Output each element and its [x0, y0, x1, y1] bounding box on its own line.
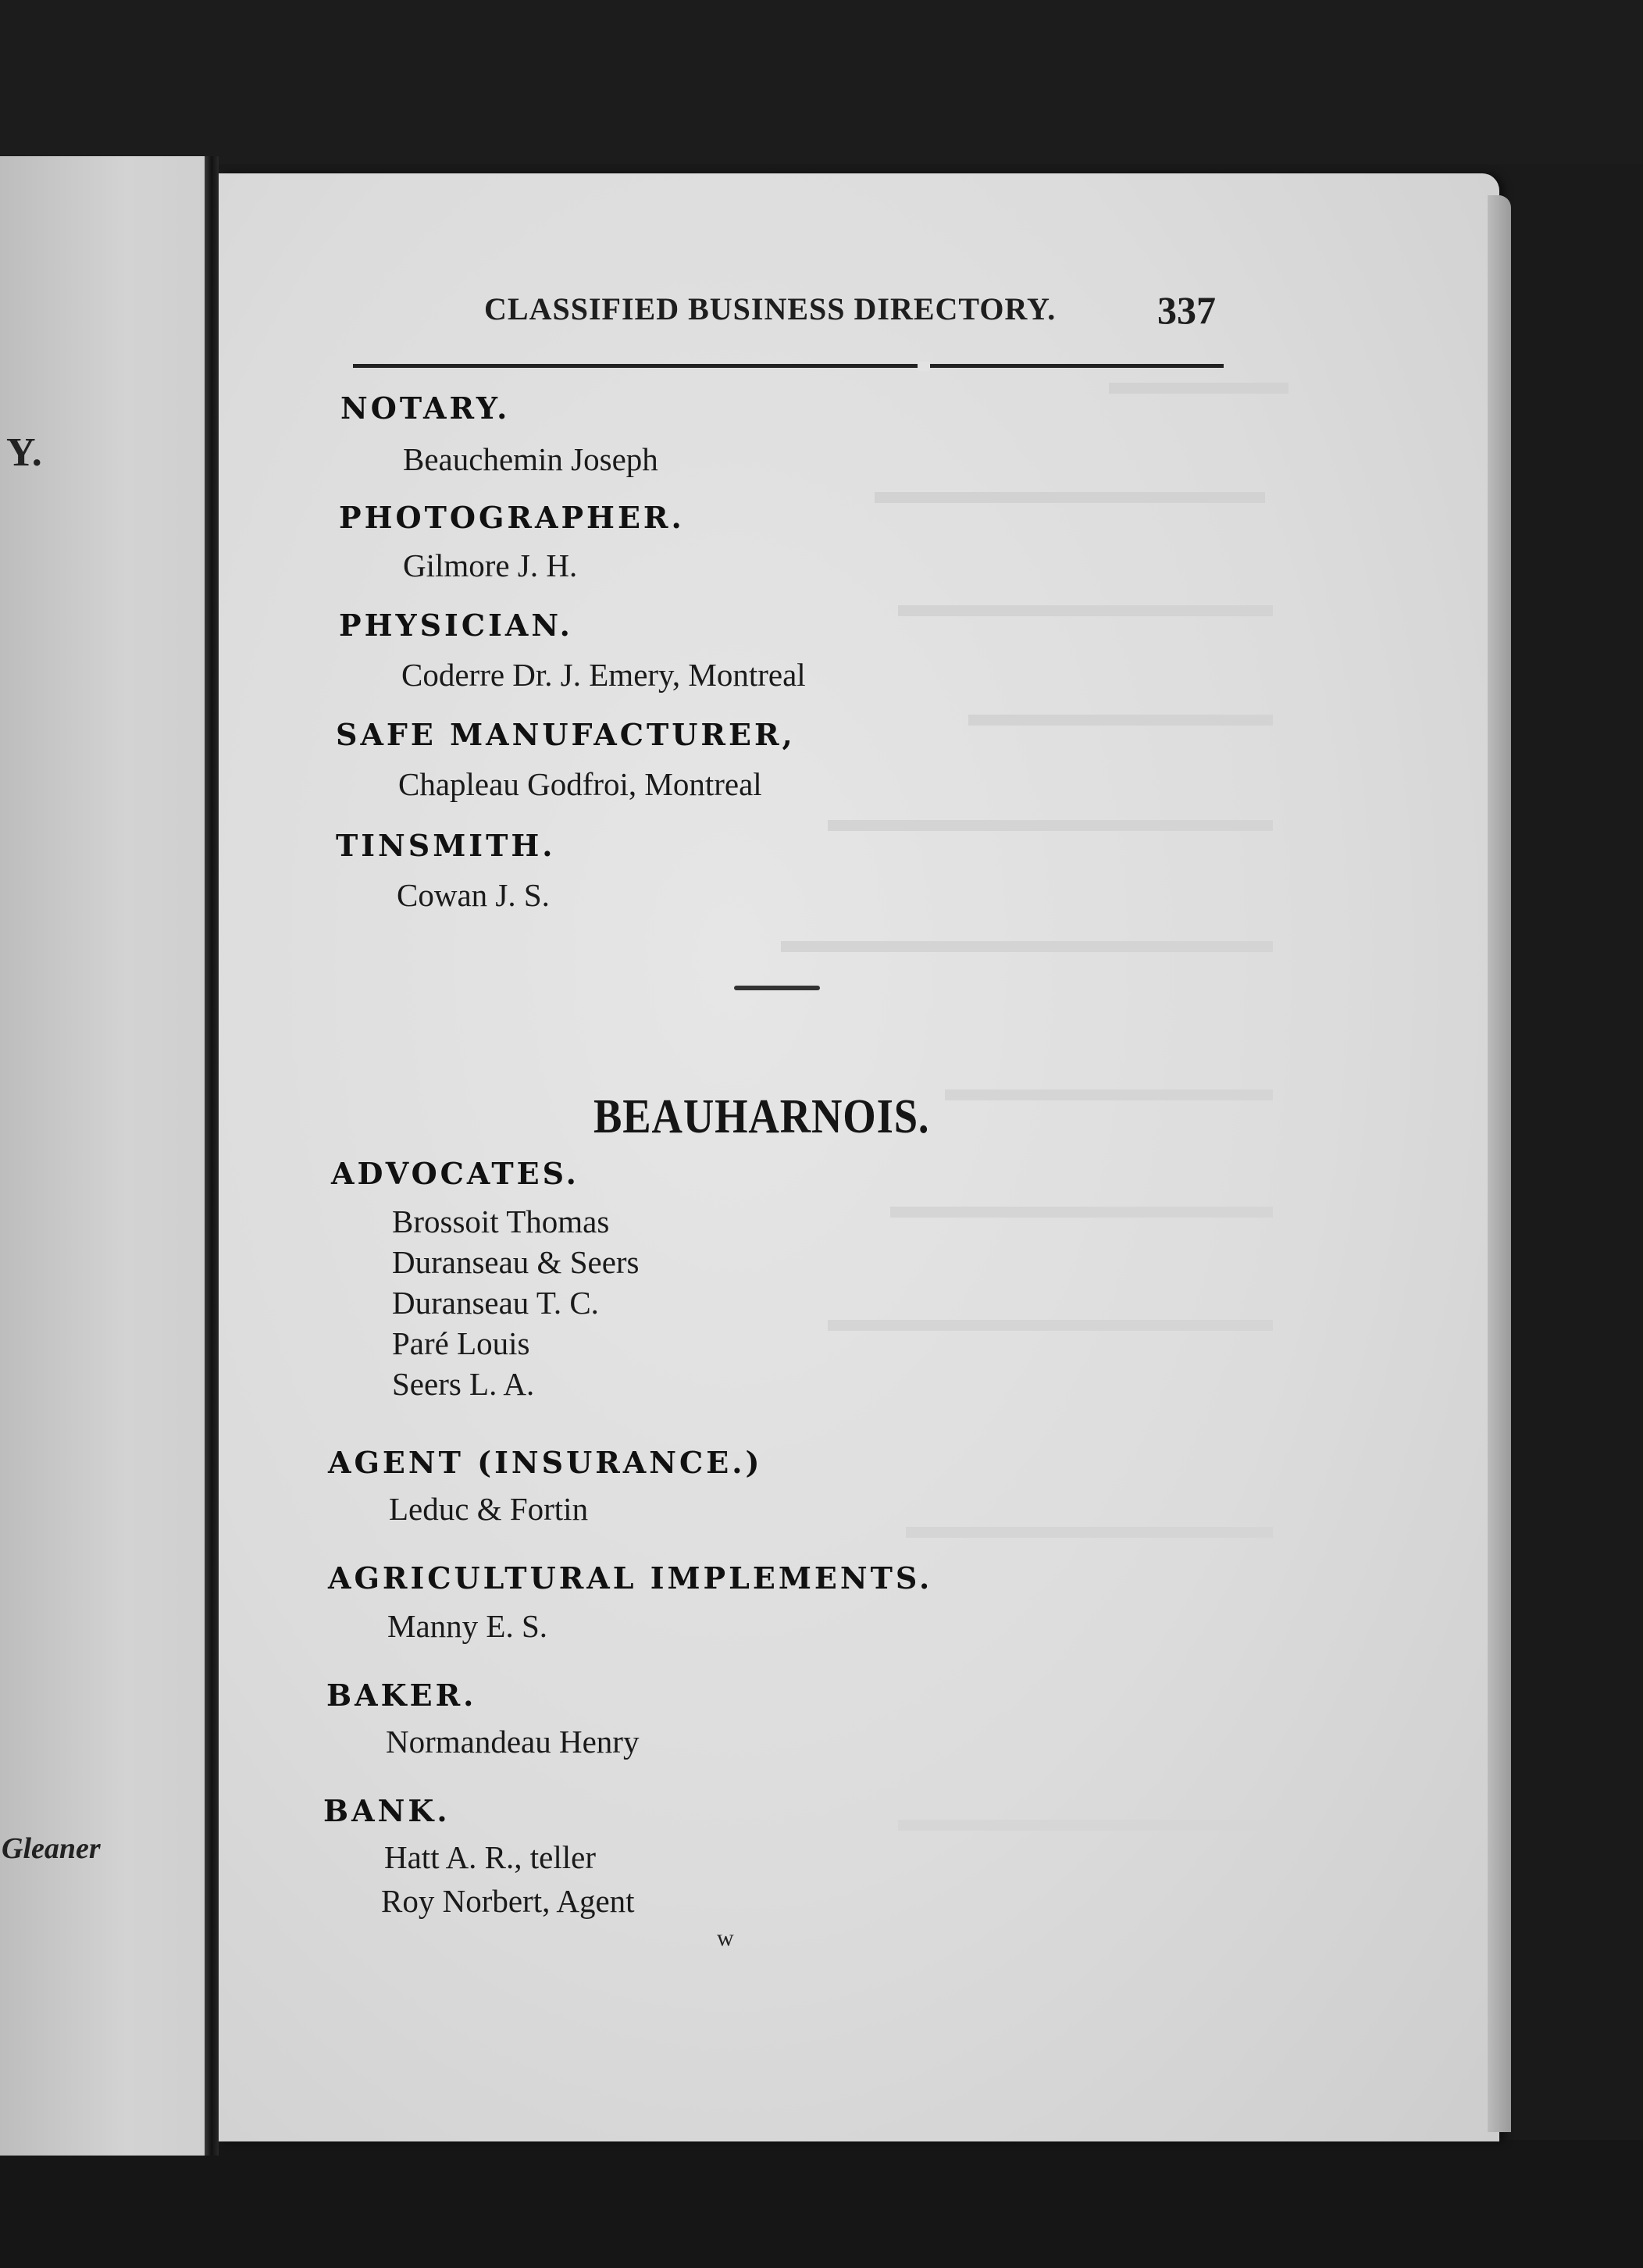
- show-through-text: [968, 715, 1273, 733]
- directory-entry: Duranseau & Seers: [392, 1244, 640, 1280]
- section-heading-baker: BAKER.: [326, 1678, 477, 1713]
- directory-entry: Hatt A. R., teller: [384, 1839, 597, 1875]
- section-heading-agricultural-implements: AGRICULTURAL IMPLEMENTS.: [328, 1560, 933, 1596]
- section-divider-ornament: [734, 986, 820, 990]
- show-through-text: [1109, 383, 1288, 401]
- directory-entry: Cowan J. S.: [397, 877, 550, 913]
- directory-entry: Normandeau Henry: [386, 1724, 640, 1760]
- show-through-text: [906, 1527, 1273, 1546]
- left-page-fragment: Y.: [6, 430, 42, 475]
- directory-entry: Seers L. A.: [392, 1366, 535, 1402]
- running-head: CLASSIFIED BUSINESS DIRECTORY.: [484, 291, 1057, 326]
- facing-page-left: [0, 156, 211, 2156]
- section-heading-photographer: PHOTOGRAPHER.: [339, 500, 685, 535]
- directory-entry: Gilmore J. H.: [403, 547, 578, 583]
- book-spine: [205, 156, 219, 2156]
- directory-entry: Paré Louis: [392, 1325, 530, 1361]
- directory-entry: Manny E. S.: [387, 1608, 547, 1644]
- show-through-text: [828, 1320, 1273, 1339]
- section-heading-physician: PHYSICIAN.: [339, 608, 573, 643]
- section-heading-advocates: ADVOCATES.: [331, 1156, 579, 1191]
- town-heading: BEAUHARNOIS.: [593, 1090, 930, 1143]
- show-through-text: [945, 1089, 1273, 1108]
- header-rule: [353, 364, 1224, 368]
- show-through-text: [898, 605, 1273, 624]
- directory-entry: Coderre Dr. J. Emery, Montreal: [401, 657, 806, 693]
- scan-background-bottom: [0, 2140, 1643, 2268]
- section-heading-tinsmith: TINSMITH.: [336, 828, 556, 863]
- signature-mark: w: [717, 1925, 734, 1951]
- section-heading-safe-manufacturer: SAFE MANUFACTURER,: [336, 717, 796, 752]
- show-through-text: [828, 820, 1273, 839]
- left-page-fragment: Gleaner: [2, 1832, 101, 1865]
- section-heading-agent-insurance: AGENT (INSURANCE.): [328, 1445, 763, 1480]
- show-through-text: [898, 1820, 1273, 1838]
- directory-entry: Brossoit Thomas: [392, 1204, 610, 1239]
- page-edge: [1488, 195, 1511, 2132]
- page-number: 337: [1157, 288, 1216, 332]
- section-heading-notary: NOTARY.: [340, 390, 511, 426]
- show-through-text: [781, 941, 1273, 960]
- header-rule-break: [918, 362, 930, 371]
- section-heading-bank: BANK.: [323, 1793, 451, 1828]
- directory-entry: Roy Norbert, Agent: [381, 1883, 635, 1919]
- directory-entry: Chapleau Godfroi, Montreal: [398, 766, 762, 802]
- scan-background-top: [0, 0, 1643, 164]
- directory-entry: Duranseau T. C.: [392, 1285, 599, 1321]
- show-through-text: [890, 1207, 1273, 1225]
- directory-entry: Beauchemin Joseph: [403, 441, 658, 477]
- directory-entry: Leduc & Fortin: [389, 1491, 589, 1527]
- show-through-text: [875, 492, 1265, 511]
